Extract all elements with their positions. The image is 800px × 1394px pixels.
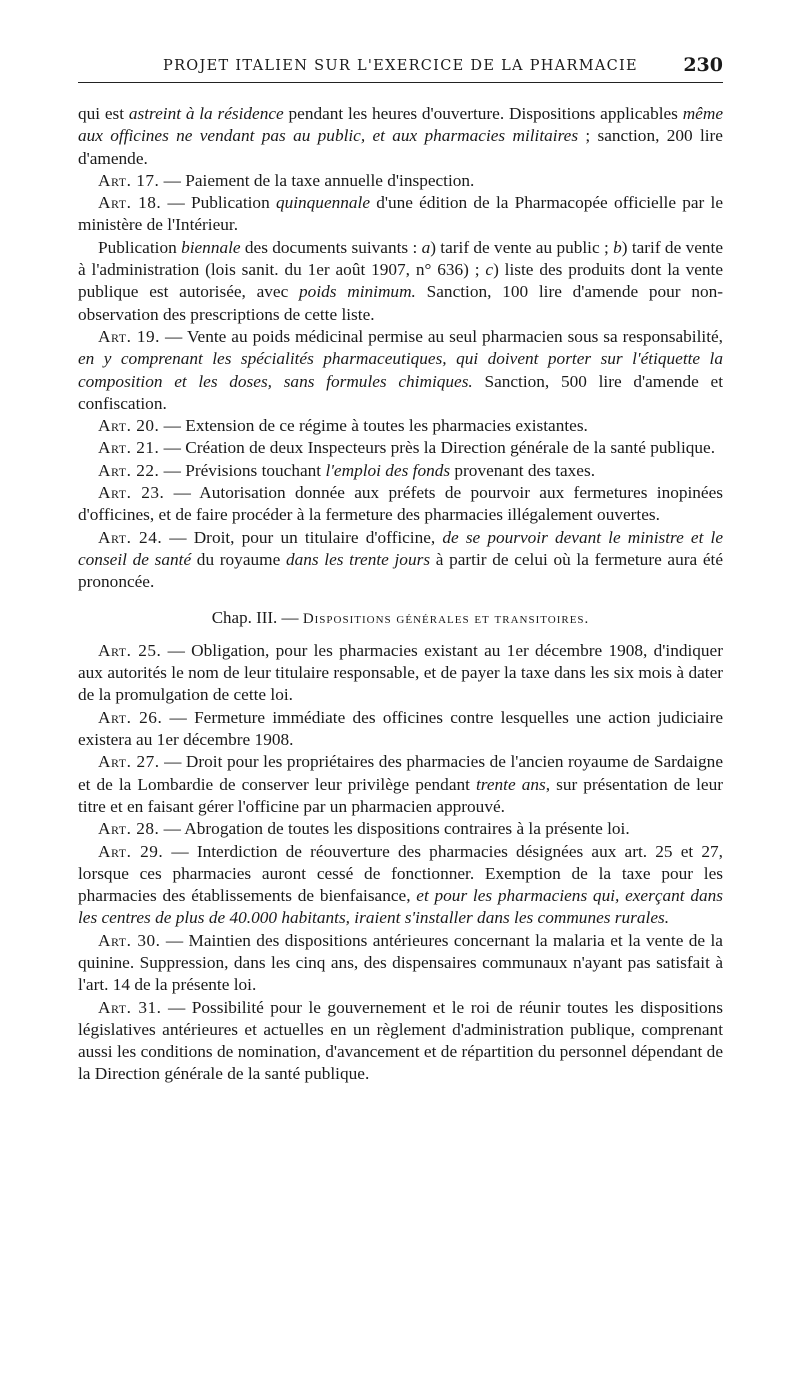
text-run-italic: a [421,237,431,257]
text-run: — Fermeture immédiate des officines contre lesquelles une action judiciaire existera au 1er décembre 1908. [78,707,724,750]
text-run: — Publication [161,193,276,213]
text-run: — Interdiction de réouverture des pharmacies désignées aux art. 25 et 27, lorsque ces pharmacies auront cessé de fonctionner. Exemption de la taxe pour les pharmacies des établissements de bienfaisance, [78,841,723,906]
text-run-italic: et pour les pharmaciens qui, exerçant dans les centres de plus de 40.000 habitants, iraient s'installer dans les communes rurales. [78,886,723,928]
text-run: d'une édition de la Pharmacopée officielle par le ministère de l'Intérieur. [78,193,723,235]
article-22 [78,460,723,482]
text-run: — Droit pour les propriétaires des pharmacies de l'ancien royaume de Sardaigne et de la Lombardie de conserver leur privilège pendant [78,752,723,794]
article-27 [78,751,723,818]
text-run: — Droit, pour un titulaire d'officine, [162,527,443,547]
text-run: — Vente au poids médicinal permise au seul pharmacien sous sa responsabilité, [160,326,723,346]
page-number: 230 [683,54,723,76]
article-label: Art. 19. [98,326,161,346]
article-label: Art. 21. [98,438,160,458]
article-label: Art. 23. [98,483,165,503]
page-header [78,52,723,83]
text-run-italic: de se pourvoir devant le ministre et le conseil de santé [78,527,723,569]
text-run-italic: b [613,237,622,257]
text-run-italic: même aux officines ne vendant pas au public, et aux pharmacies militaires [78,104,724,146]
article-31 [78,997,723,1086]
text-run: ; sanction, 200 lire d'amende. [78,126,723,168]
text-run: — Possibilité pour le gouvernement et le roi de réunir toutes les dispositions législatives antérieures et actuelles en un règlement d'administration publique, comprenant aussi les conditions de nomination, d'avancement et de répartition du personnel dépendant de la Direction générale de la santé publique. [78,997,723,1084]
text-run: ) tarif de vente au public ; [430,237,614,257]
article-19 [78,326,723,415]
text-run: Sanction, 500 lire d'amende et confiscation. [78,371,724,413]
text-run: — Prévisions touchant [159,460,326,480]
document-page [78,52,723,1086]
text-run: qui est [78,104,129,123]
text-run-italic: trente ans [475,774,546,794]
text-run: provenant des taxes. [450,460,596,480]
text-run: Publication [98,237,182,257]
article-label: Art. 22. [98,460,160,480]
text-run-italic: dans les trente jours [285,549,431,569]
chapter-heading [78,607,723,630]
running-head: PROJET ITALIEN SUR L'EXERCICE DE LA PHARMACIE [163,58,638,74]
article-28 [78,818,723,840]
article-label: Art. 25. [98,640,162,660]
text-run: à partir de celui où la fermeture aura été prononcée. [78,549,723,592]
article-label: Art. 17. [98,170,160,190]
article-label: Art. 29. [98,841,164,861]
body-text [78,103,723,1086]
article-label: Art. 27. [98,752,160,772]
text-run-italic: en y comprenant les spécialités pharmaceutiques, qui doivent porter sur l'étiquette la composition et les doses, sans formules chimiques. [78,349,723,391]
article-label: Art. 30. [98,930,161,950]
text-run: — Abrogation de toutes les dispositions contraires à la présente loi. [159,819,630,839]
text-run: — Paiement de la taxe annuelle d'inspection. [159,170,475,190]
article-label: Art. 20. [98,416,160,436]
article-18-publication [78,237,723,326]
article-label: Art. 28. [98,819,160,839]
text-run: des documents suivants : [240,237,422,257]
text-run: ) tarif de vente à l'administration (lois sanit. du 1er août 1907, n° 636) ; [78,237,723,280]
text-run-italic: quinquennale [275,193,371,213]
article-26 [78,707,723,752]
text-run-italic: biennale [181,237,241,257]
article-label: Art. 18. [98,193,162,213]
text-run: pendant les heures d'ouverture. Dispositions applicables [283,104,683,123]
article-25 [78,640,723,707]
text-run: — Création de deux Inspecteurs près la Direction générale de la santé publique. [159,438,716,458]
article-21 [78,437,723,459]
text-run-italic: c [485,260,494,280]
article-17 [78,170,723,192]
chapter-title: Dispositions générales et transitoires. [302,610,590,627]
article-23 [78,482,723,527]
text-run-italic: poids minimum. [299,282,416,302]
chapter-number: Chap. III. — [211,607,303,627]
text-run: Sanction, 100 lire d'amende pour non-observation des prescriptions de cette liste. [78,282,723,324]
article-label: Art. 31. [98,997,162,1017]
text-run: — Autorisation donnée aux préfets de pourvoir aux fermetures inopinées d'officines, et de faire procéder à la fermeture des pharmacies illégalement ouvertes. [78,483,723,525]
text-run: ) liste des produits dont la vente publique est autorisée, avec [78,260,723,302]
article-20 [78,415,723,437]
text-run: du royaume [191,549,286,569]
text-run: — Extension de ce régime à toutes les pharmacies existantes. [159,416,588,436]
article-label: Art. 24. [98,527,163,547]
text-run: , sur présentation de leur titre et en faisant gérer l'officine par un pharmacien approuvé. [78,774,723,816]
text-run-italic: l'emploi des fonds [325,460,451,480]
article-30 [78,930,723,997]
article-label: Art. 26. [98,707,163,727]
article-24 [78,527,723,594]
paragraph-continuation [78,103,723,170]
article-29 [78,841,723,930]
text-run: — Obligation, pour les pharmacies existant au 1er décembre 1908, d'indiquer aux autorités le nom de leur titulaire responsable, et de payer la taxe dans les six mois à dater de la promulgation de cette loi. [78,640,723,705]
article-18 [78,192,723,237]
text-run-italic: astreint à la résidence [128,104,284,123]
text-run: — Maintien des dispositions antérieures concernant la malaria et la vente de la quinine. Suppression, dans les cinq ans, des dispensaires communaux n'ayant pas satisfait à l'art. 14 de la présente loi. [78,930,723,995]
